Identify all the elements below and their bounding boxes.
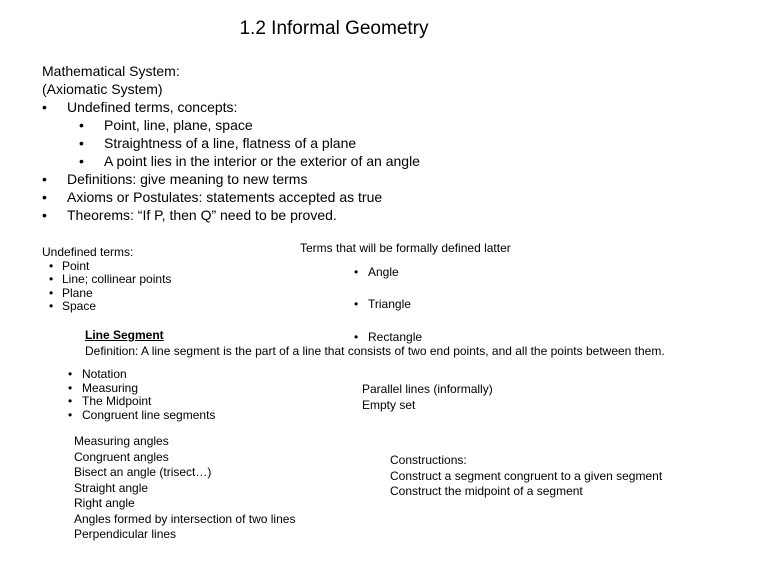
list-item: • Point: [49, 258, 90, 273]
list-item: Construct a segment congruent to a given segment: [390, 468, 663, 483]
list-item: Measuring angles: [74, 434, 169, 448]
line-segment-section: [85, 329, 665, 358]
list-item: • Axioms or Postulates: statements accepted as true: [42, 189, 383, 205]
list-item: • Plane: [49, 285, 93, 300]
empty-set-text: Empty set: [362, 398, 416, 412]
list-item: Perpendicular lines: [74, 527, 177, 541]
list-item: • Notation: [68, 367, 127, 381]
bullet-icon: •: [354, 330, 359, 344]
list-item: • A point lies in the interior or the exterior of an angle: [79, 153, 420, 169]
bullet-icon: •: [49, 285, 54, 300]
constructions-section: [390, 453, 662, 500]
list-item: • Congruent line segments: [68, 407, 216, 422]
bullet-icon: •: [42, 189, 47, 205]
bullet-icon: •: [68, 407, 73, 422]
parallel-lines-text: Parallel lines (informally): [362, 382, 493, 396]
bullet-icon: •: [79, 117, 84, 133]
bullet-icon: •: [49, 299, 54, 313]
list-item: Congruent angles: [74, 449, 169, 464]
mathematical-system-section: [42, 62, 420, 224]
list-item: Straight angle: [74, 480, 149, 495]
list-item: • Undefined terms, concepts:: [42, 99, 238, 115]
list-item: Construct the midpoint of a segment: [390, 484, 583, 498]
bullet-icon: •: [49, 258, 54, 273]
undefined-terms-section: [42, 246, 171, 314]
bullet-icon: •: [354, 296, 359, 311]
bullet-icon: •: [68, 380, 73, 395]
parallel-section: [362, 381, 493, 413]
bullet-icon: •: [42, 171, 47, 187]
axiomatic-system-note: (Axiomatic System): [42, 81, 163, 97]
bullet-icon: •: [68, 394, 73, 408]
list-item: • Point, line, plane, space: [79, 117, 253, 133]
defined-later-heading: Terms that will be formally defined latter: [300, 241, 511, 255]
bullet-icon: •: [42, 207, 47, 223]
list-item: Angles formed by intersection of two lines: [74, 511, 296, 526]
bullet-icon: •: [42, 99, 47, 115]
list-item: • The Midpoint: [68, 394, 152, 408]
bullet-icon: •: [79, 135, 84, 151]
list-item: • Rectangle: [354, 330, 423, 344]
list-item: • Definitions: give meaning to new terms: [42, 171, 308, 187]
page-title: 1.2 Informal Geometry: [239, 18, 429, 39]
list-item: • Theorems: “If P, then Q” need to be proved.: [42, 207, 337, 223]
bullet-icon: •: [354, 265, 359, 279]
list-item: • Straightness of a line, flatness of a plane: [79, 135, 357, 151]
bullet-icon: •: [79, 153, 84, 169]
mathematical-system-heading: Mathematical System:: [42, 63, 180, 79]
list-item: Right angle: [74, 496, 135, 510]
list-item: Bisect an angle (trisect…): [74, 465, 212, 479]
line-segment-topics: [68, 368, 215, 422]
list-item: • Line; collinear points: [49, 272, 172, 286]
list-item: • Measuring: [68, 380, 139, 395]
bullet-icon: •: [49, 272, 54, 286]
constructions-heading: Constructions:: [390, 453, 467, 467]
angles-section: [74, 434, 295, 543]
line-segment-heading: Line Segment: [85, 328, 164, 342]
bullet-icon: •: [68, 367, 73, 381]
list-item: • Triangle: [354, 296, 411, 311]
list-item: • Angle: [354, 265, 399, 279]
line-segment-definition: Definition: A line segment is the part of a line that consists of two end points, and all the points between them.: [85, 343, 665, 358]
undefined-terms-heading: Undefined terms:: [42, 245, 134, 259]
list-item: • Space: [49, 299, 97, 313]
